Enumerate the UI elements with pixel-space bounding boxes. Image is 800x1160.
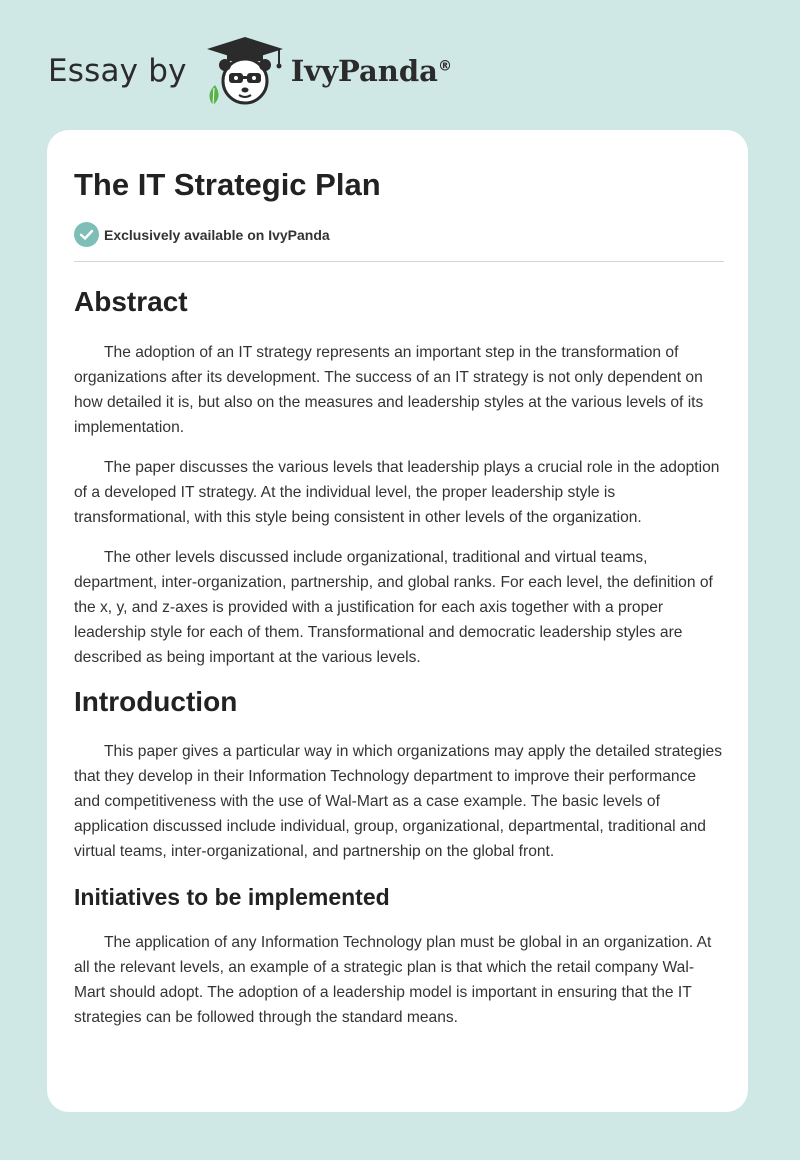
brand-logo[interactable]: [48, 36, 452, 106]
section-heading-initiatives: Initiatives to be implemented: [74, 884, 390, 910]
essay-content: [74, 130, 724, 1030]
section-heading-introduction: Introduction: [74, 686, 238, 717]
brand-prefix: Essay by: [48, 53, 187, 89]
paragraph: The adoption of an IT strategy represents an important step in the transformation of organizations after its development. The success of an IT strategy is not only dependent on how detailed it is, but also on the measures and leadership styles at the various levels of its implementation.: [74, 344, 704, 436]
exclusive-badge: [74, 222, 724, 247]
exclusive-badge-text: Exclusively available on IvyPanda: [104, 226, 330, 243]
paragraph: The other levels discussed include organizational, traditional and virtual teams, department, inter-organization, partnership, and global ranks. For each level, the definition of the x, y, and z-axes is provided with a justification for each axis together with a proper leadership style for each of them. Transformational and democratic leadership styles are described as being important at the various levels.: [74, 549, 713, 666]
essay-title: The IT Strategic Plan: [74, 167, 381, 202]
paragraph: The paper discusses the various levels that leadership plays a crucial role in the adoption of a developed IT strategy. At the individual level, the proper leadership style is transformational, with this style being consistent in other levels of the organization.: [74, 459, 720, 526]
section-heading-abstract: Abstract: [74, 286, 188, 317]
brand-name: IvyPanda®: [290, 54, 452, 88]
panda-graduate-icon: [203, 35, 287, 107]
essay-card: [47, 130, 748, 1112]
title-divider: [74, 261, 724, 262]
paragraph: The application of any Information Technology plan must be global in an organization. At all the relevant levels, an example of a strategic plan is that which the retail company Wal-Mart should adopt. The adoption of a leadership model is important in ensuring that the IT strategies can be followed through the standard means.: [74, 934, 712, 1026]
paragraph: This paper gives a particular way in which organizations may apply the detailed strategies that they develop in their Information Technology department to improve their performance and competitiveness with the use of Wal-Mart as a case example. The basic levels of application discussed include individual, group, organizational, departmental, traditional and virtual teams, inter-organizational, and partnership on the global front.: [74, 743, 723, 860]
registered-mark: ®: [437, 58, 452, 75]
check-circle-icon: [74, 222, 99, 247]
